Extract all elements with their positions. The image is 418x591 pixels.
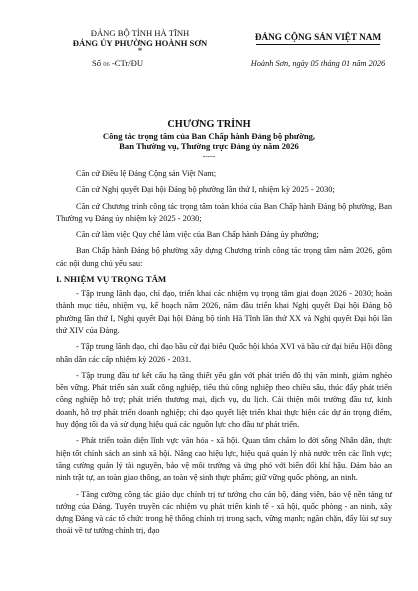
- date-prefix: Hoành Sơn, ngày: [250, 59, 309, 68]
- section-heading: I. NHIỆM VỤ TRỌNG TÂM: [56, 274, 167, 285]
- issuing-authority-block: [56, 28, 224, 71]
- task-paragraph-2: - Tập trung lãnh đạo, chỉ đạo bầu cử đại biểu Quốc hội khóa XVI và bầu cử đại biểu Hội đồng nhân dân các cấp nhiệm kỳ 2026 - 2031.: [56, 342, 392, 364]
- org-line-1: ĐẢNG BỘ TỈNH HÀ TĨNH: [90, 28, 190, 38]
- paragraph-basis-2: Căn cứ Nghị quyết Đại hội Đảng bộ phường lần thứ I, nhiệm kỳ 2025 - 2030;: [76, 185, 335, 195]
- doc-number-prefix: Số: [92, 58, 102, 69]
- place-date: [240, 59, 396, 68]
- document-subtitle-2: Ban Thường vụ, Thường trực Đảng ủy năm 2026: [119, 141, 299, 152]
- star-mark: *: [137, 46, 143, 57]
- document-body: [56, 168, 392, 542]
- document-subtitle-1: Công tác trọng tâm của Ban Chấp hành Đảng bộ phường,: [102, 131, 316, 141]
- org-line-2: ĐẢNG ỦY PHƯỜNG HOÀNH SƠN: [72, 38, 208, 49]
- paragraph-basis-4: Căn cứ làm việc Quy chế làm việc của Ban Chấp hành Đảng ủy phường;: [76, 230, 319, 240]
- paragraph-basis-3: Căn cứ Chương trình công tác trọng tâm toàn khóa của Ban Chấp hành Đảng bộ phường, Ban Thường vụ Đảng ủy nhiệm kỳ 2025 - 2030;: [56, 201, 392, 223]
- doc-number-value: 06: [103, 61, 110, 69]
- document-title-block: [30, 119, 388, 160]
- paragraph-intro: Ban Chấp hành Đảng bộ phường xây dựng Chương trình công tác trọng tâm năm 2026, gồm các nội dung chủ yếu sau:: [56, 246, 392, 268]
- paragraph-basis-1: Căn cứ Điều lệ Đảng Cộng sản Việt Nam;: [76, 169, 217, 178]
- date-suffix: tháng 01 năm 2026: [320, 59, 386, 68]
- party-underline: [256, 44, 380, 45]
- task-paragraph-4: - Phát triển toàn diện lĩnh vực văn hóa - xã hội. Quan tâm chăm lo đời sống Nhân dân, thực hiện tốt chính sách an sinh xã hội. Nâng cao hiệu lực, hiệu quả quản lý nhà nước trên các lĩnh vực; tăng cường quản lý tài nguyên, bảo vệ môi trường và ứng phó với biến đổi khí hậu. Đảm bảo an ninh trật tự, an toàn giao thông, an toàn vệ sinh thực phẩm; giữ vững quốc phòng, an ninh.: [56, 436, 392, 483]
- task-paragraph-3: - Tập trung đầu tư kết cấu hạ tầng thiết yếu gắn với phát triển đô thị văn minh, giảm nghèo bền vững. Phát triển sản xuất công nghiệp, tiểu thủ công nghiệp theo chiều sâu, thúc đẩy phát triển công nghiệp hỗ trợ; phát triển thương mại, dịch vụ, du lịch. Cải thiện môi trường đầu tư, kinh doanh, hỗ trợ phát triển doanh nghiệp; chỉ đạo quyết liệt triển khai thực hiện các dự án trọng điểm, huy động tối đa và sử dụng hiệu quả các nguồn lực cho đầu tư phát triển.: [56, 370, 392, 430]
- task-paragraph-1: - Tập trung lãnh đạo, chỉ đạo, triển khai các nhiệm vụ trọng tâm giai đoạn 2026 - 2030; hoàn thành mục tiêu, nhiệm vụ, kế hoạch năm 2026, năm đầu triển khai Nghị quyết Đại hội Đảng bộ phường lần thứ I, Nghị quyết Đại hội Đảng bộ tỉnh Hà Tĩnh lần thứ XX và Nghị quyết Đại hội lần thứ XIV của Đảng.: [56, 289, 392, 335]
- task-paragraph-5: - Tăng cường công tác giáo dục chính trị tư tưởng cho cán bộ, đảng viên, bảo vệ nền tảng tư tưởng của Đảng. Tuyên truyền các nhiệm vụ phát triển kinh tế - xã hội, quốc phòng - an ninh, xây dựng Đảng và các tổ chức trong hệ thống chính trị trong sạch, vững mạnh; ngăn chặn, đẩy lùi sự suy thoái về tư tưởng chính trị, đạo: [56, 489, 392, 536]
- doc-number-suffix: -CTr/ĐU: [111, 58, 144, 69]
- document-title: CHƯƠNG TRÌNH: [167, 119, 251, 130]
- date-day: 05: [310, 59, 319, 68]
- title-separator: -----: [202, 150, 216, 160]
- document-number: [56, 58, 224, 70]
- party-name: ĐẢNG CỘNG SẢN VIỆT NAM: [254, 32, 382, 42]
- national-header-block: [240, 32, 396, 68]
